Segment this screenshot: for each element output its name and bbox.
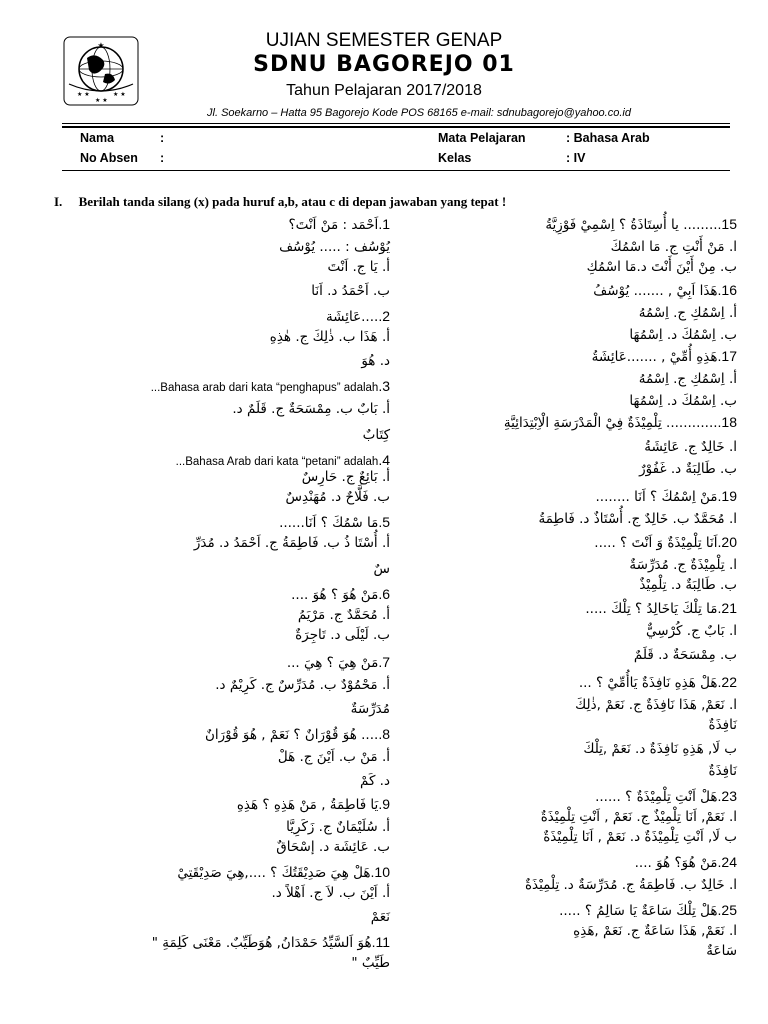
answer-line	[587, 257, 737, 277]
exam-title: UJIAN SEMESTER GENAP	[265, 30, 503, 51]
answer-line	[215, 675, 390, 695]
question-text: هَلْ اَنْتِ تِلْمِيْذَةٌ ؟ ......	[595, 789, 718, 805]
question-number: 20.	[717, 534, 737, 550]
question-text: نَعَمْ	[370, 909, 390, 925]
question-number: 23.	[717, 788, 737, 804]
question-number: 19.	[717, 488, 737, 504]
value-mata-pelajaran: : Bahasa Arab	[566, 131, 650, 145]
answer-line	[525, 875, 737, 895]
answer-line	[271, 883, 390, 903]
question-text: أ. مَحْمُوْدٌ ب. مُدَرِّسٌ ج. كَرِيْمٌ د.	[215, 677, 390, 693]
label-no-absen: No Absen	[80, 151, 138, 165]
answer-line	[541, 807, 737, 827]
question-number: 9.	[378, 796, 390, 812]
question-line	[177, 863, 390, 883]
answer-line	[539, 509, 738, 529]
answer-line	[629, 391, 737, 411]
answer-line	[351, 699, 390, 719]
question-text: ب. مِمْسَحَةٌ د. قَلَمٌ	[633, 647, 737, 663]
question-text: هَذِهِ أُمِّيْ , .......عَائِشَةُ	[591, 349, 718, 365]
svg-text:★ ★: ★ ★	[113, 91, 126, 98]
question-number: 3.	[378, 378, 390, 394]
question-text: د. هُوَ	[361, 353, 390, 369]
question-text: ...Bahasa Arab dari kata “petani” adalah	[175, 456, 379, 468]
question-text: أ. اِسْمُكِ ج. اِسْمُهُ	[638, 305, 737, 321]
academic-year: Tahun Pelajaran 2017/2018	[286, 82, 482, 99]
colon-nama: :	[160, 131, 165, 145]
answer-line	[279, 237, 390, 257]
instruction-numeral: I.	[54, 194, 63, 209]
question-text: ا. بَابٌ ج. كُرْسِيٌّ	[646, 623, 737, 639]
svg-text:★ ★: ★ ★	[95, 97, 108, 104]
answer-line	[270, 327, 390, 347]
header-divider	[62, 123, 730, 124]
question-number: 10.	[370, 864, 390, 880]
answer-line	[361, 351, 390, 371]
question-line	[288, 215, 390, 235]
value-kelas: : IV	[566, 151, 586, 165]
question-text: ب. اِسْمُكَ د. اِسْمُهَا	[629, 327, 737, 343]
question-text: كِتَابٌ	[362, 427, 390, 443]
question-text: ب. طَالِبَةٌ د. تِلْمِيْذٌ	[639, 577, 737, 593]
answer-line	[278, 747, 390, 767]
question-line	[593, 281, 737, 301]
question-number: 15.	[717, 216, 737, 232]
header-divider-thick	[62, 126, 730, 128]
question-text: سَاعَةٌ	[706, 943, 737, 959]
answer-line	[327, 257, 390, 277]
question-text: هَلْ هَذِهِ نَافِذَةٌ يَاأُمِّيْ ؟ ...	[578, 675, 718, 691]
answer-line	[363, 425, 390, 445]
question-text: ا. خَالِدٌ ج. عَائِشَةُ	[644, 439, 737, 455]
question-line	[559, 901, 737, 921]
question-number: 25.	[717, 902, 737, 918]
question-text: مَا تِلْكَ يَاخَالِدُ ؟ تِلْكَ .....	[585, 601, 718, 617]
answer-line	[709, 715, 737, 735]
answer-line	[646, 621, 737, 641]
question-number: 16.	[717, 282, 737, 298]
question-text: هَلْ تِلْكَ سَاعَةٌ يَا سَالِمُ ؟ .....	[559, 903, 718, 919]
question-text: ب لَا, اَنْتِ تِلْمِيْذَةٌ د. نَعَمْ , اَنَا تِلْمِيْذَةٌ	[543, 829, 737, 845]
question-text: نَافِذَةٌ	[708, 717, 737, 733]
answer-line	[629, 555, 737, 575]
question-text: .... هُوَ قُوْرَانٌ ؟ نَعَمْ , هُوَ قُوْرَانٌ	[204, 727, 379, 743]
question-line	[595, 787, 737, 807]
question-text: مَنْ هُوَ؟ هُوَ ....	[634, 855, 718, 871]
school-name: SDNU BAGOREJO 01	[253, 52, 515, 77]
question-number: 21.	[717, 600, 737, 616]
question-text: أ. هَذَا ب. ذٰلِكَ ج. هٰذِهِ	[269, 329, 390, 345]
question-text: ب. فَلَّاحٌ د. مُهَنْدِسٌ	[285, 489, 390, 505]
answer-line	[639, 303, 737, 323]
colon-no-absen: :	[160, 151, 165, 165]
question-text: ا. نَعَمْ, هَذَا نَافِذَةٌ ج. نَعَمْ ,ذٰلِكَ	[575, 697, 737, 713]
question-text: أ. بَابٌ ب. مِمْسَحَةٌ ج. قَلَمٌ د.	[232, 401, 390, 417]
question-text: أ. مَنْ ب. اَيْنَ ج. هَلْ	[277, 749, 390, 765]
question-text: ا. تِلْمِيْذَةٌ ج. مُدَرِّسَةٌ	[629, 557, 737, 573]
left-question-column	[40, 215, 390, 1015]
question-line	[594, 533, 737, 553]
question-text: ا. مُحَمَّدٌ ب. خَالِدٌ ج. أُسْتَاذٌ د. فَاطِمَةُ	[538, 511, 737, 527]
label-mata-pelajaran: Mata Pelajaran	[438, 131, 526, 145]
question-text: ب لَا, هَذِهِ نَافِذَةٌ د. نَعَمْ ,تِلْكَ	[583, 741, 737, 757]
question-text: ب. عَائِشَة د. إسْحَاقٌ	[276, 839, 390, 855]
answer-line	[298, 605, 390, 625]
instruction	[54, 194, 506, 210]
question-line	[237, 795, 390, 815]
answer-line	[634, 645, 737, 665]
question-number: 8.	[378, 726, 390, 742]
question-line	[326, 307, 390, 327]
question-text: مَا سْمُكَ ؟ اَنَا......	[279, 515, 379, 531]
answer-line	[286, 487, 391, 507]
question-number: 7.	[378, 654, 390, 670]
question-number: 2.	[378, 308, 390, 324]
svg-text:★: ★	[97, 41, 105, 50]
svg-text:★ ★: ★ ★	[77, 91, 90, 98]
answer-line	[629, 325, 737, 345]
answer-line	[360, 771, 390, 791]
question-text: ا. خَالِدٌ ب. فَاطِمَةُ ج. مُدَرِّسَةٌ د. تِلْمِيْذَةٌ	[524, 877, 737, 893]
question-line	[279, 513, 390, 533]
question-line	[592, 347, 737, 367]
question-text: ب. اِسْمُكَ د. اِسْمُهَا	[629, 393, 737, 409]
question-text: د. كَمْ	[359, 773, 390, 789]
info-divider	[62, 170, 730, 171]
question-text: ب. لَيْلَى د. تَاجِرَةٌ	[295, 627, 390, 643]
answer-line	[583, 739, 737, 759]
question-text: ب. اَحْمَدُ د. اَنَا	[311, 283, 390, 299]
answer-line	[611, 237, 737, 257]
answer-line	[709, 761, 737, 781]
question-text: سٌ	[373, 561, 390, 577]
question-text: مَنْ هِيَ ؟ هِيَ ...	[286, 655, 379, 671]
answer-line	[639, 369, 737, 389]
question-text: ....عَائِشَة	[325, 309, 379, 325]
answer-line	[295, 625, 390, 645]
question-line	[291, 585, 390, 605]
label-nama: Nama	[80, 131, 115, 145]
question-text: ........ يا أُسِتَاذَةُ ؟ اِسْمِيْ فَوْزِيَّةُ	[545, 217, 718, 233]
question-line	[595, 487, 737, 507]
question-text: اَنَا تِلْمِيْذَةٌ وَ اَنْتَ ؟ .....	[594, 535, 718, 551]
question-text: أ. مُحَمَّدٌ ج. مَرْيَمُ	[297, 607, 390, 623]
answer-line	[276, 837, 390, 857]
question-text: ا. مَنْ أَنْتِ ج. مَا اسْمُكَ	[610, 239, 737, 255]
question-text: مُدَرِّسَةٌ	[350, 701, 390, 717]
answer-line	[639, 459, 737, 479]
answer-line	[543, 827, 737, 847]
answer-line	[232, 399, 390, 419]
question-text: ب. مِنْ أَيْنَ أَنْتَ د.مَا اسْمُكِ	[586, 259, 737, 275]
question-text: اَحْمَد : مَنْ اَنْتَ؟	[288, 217, 379, 233]
answer-line	[639, 575, 737, 595]
question-text: مَنْ هُوَ ؟ هُوَ ....	[291, 587, 379, 603]
question-number: 24.	[717, 854, 737, 870]
answer-line	[706, 941, 737, 961]
question-text: مَنْ اِسْمُكَ ؟ اَنَا ........	[595, 489, 718, 505]
question-text: أ. أُسْتَا ذُ ب. فَاطِمَةُ ج. اَحْمَدُ د. مُدَرِّ	[193, 535, 390, 551]
question-text: ا. نَعَمْ, اَنَا تِلْمِيْذٌ ج. نَعَمْ , اَنْتِ تِلْمِيْذَةٌ	[540, 809, 737, 825]
question-text: ...Bahasa arab dari kata “penghapus” adalah	[150, 382, 379, 394]
question-text: أ. يَا ج. اَنْتَ	[327, 259, 390, 275]
question-line	[635, 853, 737, 873]
question-text: أ. سُلَيْمَانٌ ج. زَكَرِيَّا	[286, 819, 390, 835]
question-line	[152, 933, 390, 953]
question-line	[545, 215, 737, 235]
question-number: 11.	[371, 934, 390, 950]
question-line	[585, 599, 737, 619]
question-text: ا. نَعَمْ, هَذَا سَاعَةٌ ج. نَعَمْ ,هَذِهِ	[573, 923, 737, 939]
right-question-column	[395, 215, 737, 1015]
question-number: 17.	[717, 348, 737, 364]
question-number: 5.	[378, 514, 390, 530]
question-number: 22.	[717, 674, 737, 690]
label-kelas: Kelas	[438, 151, 472, 165]
question-text: ............ تِلْمِيْذَةٌ فِيْ الْمَدْرَسَةِ الْاِبْتِدَائِيَّةِ	[503, 415, 718, 431]
question-number: 18.	[717, 414, 737, 430]
answer-line	[644, 437, 737, 457]
answer-line	[351, 953, 390, 973]
question-text: طَيِّبٌ "	[351, 955, 390, 971]
question-text: نَافِذَةٌ	[708, 763, 737, 779]
question-text: هَذَا اَبِيْ , ....... يُوْسُفُ	[593, 283, 718, 299]
question-number: 6.	[378, 586, 390, 602]
question-line	[287, 653, 390, 673]
question-number: 1.	[378, 216, 390, 232]
question-text: هُوَ اَلسَّيِّدُ حَمْدَانُ, هُوَطَيِّبٌ. مَعْنَى كَلِمَةِ "	[151, 935, 372, 951]
question-text: ب. طَالِبَةٌ د. غَفُوْرٌ	[639, 461, 737, 477]
question-line	[504, 413, 737, 433]
answer-line	[573, 921, 737, 941]
answer-line	[286, 817, 390, 837]
answer-line	[374, 559, 390, 579]
school-address: Jl. Soekarno – Hatta 95 Bagorejo Kode POS 68165 e-mail: sdnubagorejo@yahoo.co.id	[207, 107, 631, 119]
answer-line	[311, 281, 390, 301]
question-number: 4.	[378, 452, 390, 468]
question-text: أ. اِسْمُكِ ج. اِسْمُهُ	[638, 371, 737, 387]
question-text: هَلْ هِيَ صَدِيْقَتُكَ ؟ ....,هِيَ صَدِيْقَتِيْ	[177, 865, 371, 881]
question-text: أ. بَائِعٌ ج. حَارِسٌ	[301, 469, 390, 485]
answer-line	[575, 695, 737, 715]
question-text: يُوْسُف : ..... يُوْسُف	[279, 239, 390, 255]
question-line	[579, 673, 737, 693]
question-line	[205, 725, 390, 745]
question-text: أ. اَيْنَ ب. لاَ ج. اَهْلاً د.	[271, 885, 390, 901]
answer-line	[371, 907, 390, 927]
answer-line	[302, 467, 390, 487]
question-line	[151, 377, 390, 398]
question-text: يَا فَاطِمَةُ , مَنْ هَذِهِ ؟ هَذِهِ	[236, 797, 379, 813]
instruction-text: Berilah tanda silang (x) pada huruf a,b, atau c di depan jawaban yang tepat !	[78, 194, 507, 209]
answer-line	[194, 533, 390, 553]
